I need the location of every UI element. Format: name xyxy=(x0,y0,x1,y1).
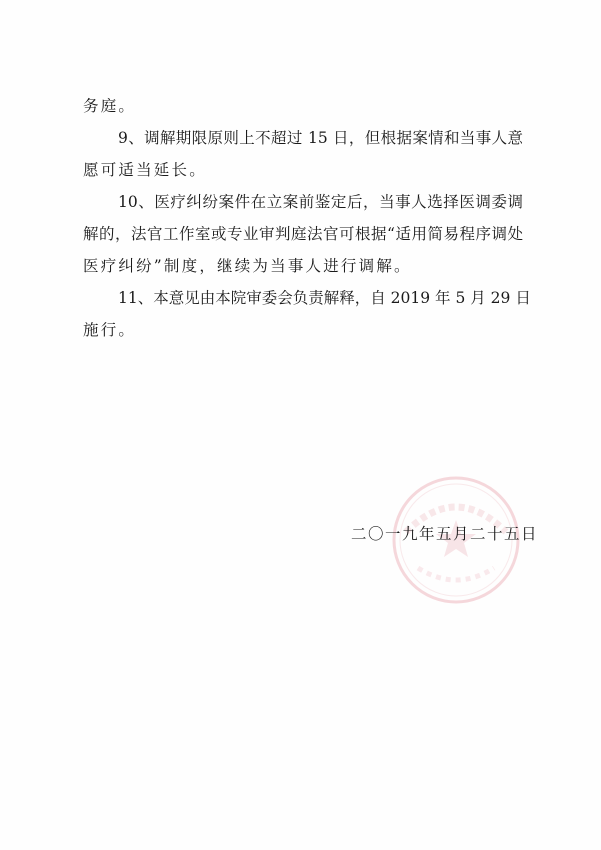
text-line-3: 愿可适当延长。 xyxy=(83,161,207,179)
text-line-8: 施行。 xyxy=(83,321,137,339)
text-line-1: 务庭。 xyxy=(83,97,137,115)
text-line-7: 11、本意见由本院审委会负责解释，自 2019 年 5 月 29 日 xyxy=(118,289,531,307)
text-line-6: 医疗纠纷”制度，继续为当事人进行调解。 xyxy=(83,257,412,275)
text-line-5: 解的，法官工作室或专业审判庭法官可根据“适用简易程序调处 xyxy=(83,225,523,243)
text-line-2: 9、调解期限原则上不超过 15 日，但根据案情和当事人意 xyxy=(118,129,523,147)
document-date: 二〇一九年五月二十五日 xyxy=(351,525,539,543)
text-line-4: 10、医疗纠纷案件在立案前鉴定后，当事人选择医调委调 xyxy=(118,193,523,211)
